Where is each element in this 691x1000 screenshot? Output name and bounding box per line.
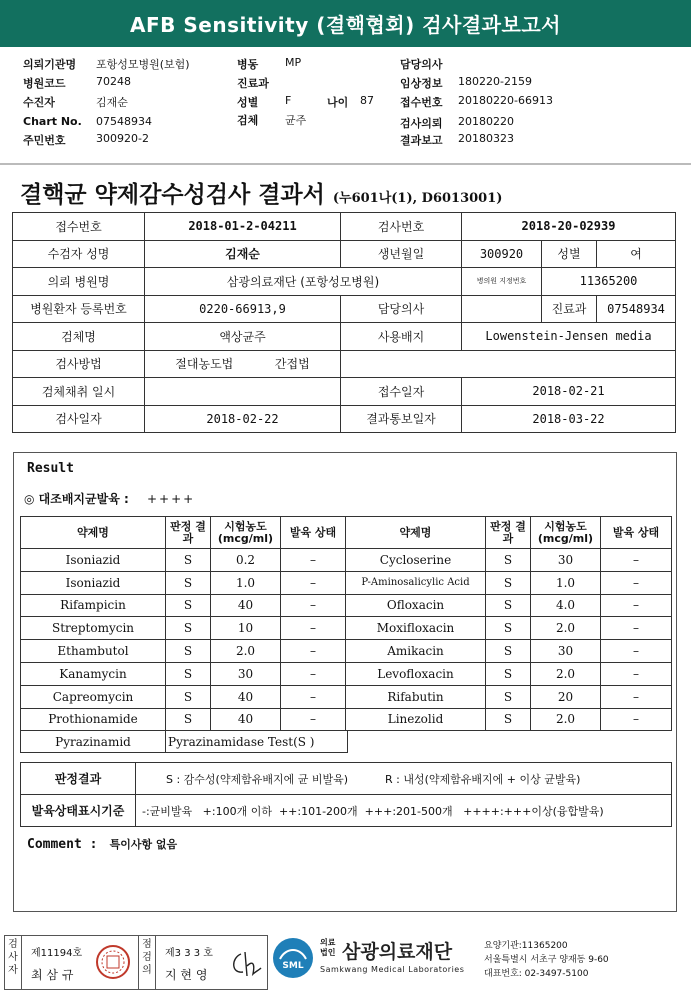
info-label: 수검자 성명 [13, 240, 145, 268]
hdr-value: 20180220 [458, 115, 514, 128]
comment-text: 특이사항 없음 [109, 838, 178, 851]
banner-title: AFB Sensitivity (결핵협회) 검사결과보고서 [130, 13, 561, 37]
judge-result: S [486, 571, 531, 594]
legend-sensitive: S : 감수성(약제함유배지에 균 비발육) [166, 772, 349, 786]
col-header: 약제명 [21, 517, 166, 549]
drug-name: Rifabutin [346, 685, 486, 708]
info-label: 검사번호 [341, 213, 462, 241]
info-label: 성별 [542, 240, 597, 268]
table-row [21, 571, 672, 594]
table-row [21, 685, 672, 708]
logo-text: SML [282, 961, 304, 971]
concentration: 20 [531, 685, 601, 708]
growth-status: – [281, 640, 346, 663]
hdr-label: 병동 [237, 58, 259, 71]
concentration: 40 [211, 685, 281, 708]
pza-result: Pyrazinamidase Test(S ) [166, 731, 348, 753]
growth-legend: -:균비발육 +:100개 이하 ++:101-200개 +++:201-500개 ++++:+++이상(융합발육) [136, 795, 672, 827]
receipt-number: 2018-01-2-04211 [145, 213, 341, 241]
table-row [21, 549, 672, 572]
method-2: 간접법 [274, 357, 310, 372]
concentration: 30 [531, 549, 601, 572]
header-divider [0, 163, 691, 165]
org-address-block [484, 939, 609, 981]
judge-result: S [486, 640, 531, 663]
info-label: 병의원 지정번호 [462, 268, 542, 296]
table-row [21, 594, 672, 617]
report-banner [0, 0, 691, 47]
col-header: 판정 결과 [166, 517, 211, 549]
control-value: ++++ [146, 492, 196, 506]
judge-result: S [486, 594, 531, 617]
hdr-label: 나이 [327, 96, 349, 109]
hdr-label: 병원코드 [23, 77, 66, 90]
comment [27, 836, 177, 852]
control-growth [24, 490, 195, 507]
checker-number: 제11194호 [31, 948, 83, 959]
header-info [0, 52, 691, 164]
growth-status: – [281, 617, 346, 640]
col-header: 판정 결과 [486, 517, 531, 549]
divider [21, 936, 22, 989]
comment-label: Comment : [27, 837, 98, 852]
notified-date: 2018-03-22 [462, 405, 676, 433]
concentration: 40 [211, 708, 281, 731]
result-title: Result [27, 461, 74, 476]
info-label: 검체채취 일시 [13, 378, 145, 406]
growth-status: – [281, 594, 346, 617]
col-header: 시험농도 (mcg/ml) [211, 517, 281, 549]
date-of-birth: 300920 [462, 240, 542, 268]
org-code: 요양기관:11365200 [484, 941, 568, 951]
drug-name: Kanamycin [21, 662, 166, 685]
hdr-label: 임상정보 [400, 77, 443, 90]
growth-status: – [281, 685, 346, 708]
table-row [21, 617, 672, 640]
org-address: 서울특별시 서초구 양재동 9-60 [484, 955, 609, 965]
hdr-label: 검사의뢰 [400, 117, 443, 130]
divider [155, 936, 156, 989]
info-label: 접수번호 [13, 213, 145, 241]
reviewer-label: 점 검 의 [142, 939, 152, 976]
seal-icon [95, 944, 131, 980]
divider [138, 936, 139, 989]
judge-result: S [486, 617, 531, 640]
org-prefix: 의료 법인 [320, 938, 336, 957]
growth-status: – [601, 617, 672, 640]
collect-value [145, 378, 341, 406]
growth-status: – [601, 640, 672, 663]
col-header: 발육 상태 [601, 517, 672, 549]
concentration: 2.0 [531, 662, 601, 685]
growth-status: – [281, 708, 346, 731]
medium-value: Lowenstein-Jensen media [462, 323, 676, 351]
drug-name: Isoniazid [21, 549, 166, 572]
test-number: 2018-20-02939 [462, 213, 676, 241]
hdr-label: 접수번호 [400, 96, 443, 109]
info-label: 담당의사 [341, 295, 462, 323]
judge-result: S [486, 549, 531, 572]
drug-name: Rifampicin [21, 594, 166, 617]
hdr-label: Chart No. [23, 115, 82, 128]
hdr-value: F [285, 94, 292, 107]
growth-status: – [281, 571, 346, 594]
growth-status: – [601, 685, 672, 708]
reviewer-number: 제3 3 3 호 [165, 948, 213, 959]
judge-result: S [166, 617, 211, 640]
org-name: 삼광의료재단 [342, 941, 453, 963]
judge-result: S [486, 685, 531, 708]
signature-icon [227, 948, 263, 980]
judge-result: S [166, 685, 211, 708]
concentration: 2.0 [531, 708, 601, 731]
hdr-value: 87 [360, 94, 374, 107]
patient-name: 김재순 [145, 240, 341, 268]
hdr-value: 70248 [96, 75, 131, 88]
drug-name: Moxifloxacin [346, 617, 486, 640]
concentration: 1.0 [531, 571, 601, 594]
judge-result: S [166, 640, 211, 663]
drug-name: P-Aminosalicylic Acid [346, 571, 486, 594]
table-row [21, 640, 672, 663]
department-value: 07548934 [597, 295, 676, 323]
pyrazinamide-table [20, 730, 348, 753]
info-label: 진료과 [542, 295, 597, 323]
hdr-value: 300920-2 [96, 132, 149, 145]
drug-name: Capreomycin [21, 685, 166, 708]
growth-status: – [601, 662, 672, 685]
hdr-value: 20180323 [458, 132, 514, 145]
concentration: 10 [211, 617, 281, 640]
patient-info-table [12, 212, 676, 433]
concentration: 30 [211, 662, 281, 685]
hdr-value: 김재순 [96, 96, 128, 109]
hdr-label: 의뢰기관명 [23, 58, 77, 71]
hdr-value: 균주 [285, 114, 307, 127]
method-1: 절대농도법 [175, 357, 234, 372]
designated-number: 11365200 [542, 268, 676, 296]
growth-status: – [601, 594, 672, 617]
info-label: 접수일자 [341, 378, 462, 406]
concentration: 1.0 [211, 571, 281, 594]
hdr-label: 진료과 [237, 77, 269, 90]
drug-name: Amikacin [346, 640, 486, 663]
drug-name: Streptomycin [21, 617, 166, 640]
info-label: 결과통보일자 [341, 405, 462, 433]
judge-result: S [166, 594, 211, 617]
drug-name: Prothionamide [21, 708, 166, 731]
concentration: 4.0 [531, 594, 601, 617]
judge-legend [136, 763, 672, 795]
hdr-label: 수진자 [23, 96, 55, 109]
report-title [20, 176, 502, 209]
growth-status: – [601, 708, 672, 731]
judge-result: S [486, 662, 531, 685]
info-label: 검사방법 [13, 350, 145, 378]
drug-name: Levofloxacin [346, 662, 486, 685]
info-label: 검체명 [13, 323, 145, 351]
growth-legend-label: 발육상태표시기준 [21, 795, 136, 827]
doctor-value [462, 295, 542, 323]
specimen-value: 액상균주 [145, 323, 341, 351]
info-label: 사용배지 [341, 323, 462, 351]
info-label: 검사일자 [13, 405, 145, 433]
drug-table [20, 516, 672, 731]
hdr-value: 180220-2159 [458, 75, 532, 88]
growth-status: – [281, 662, 346, 685]
drug-name: Ofloxacin [346, 594, 486, 617]
growth-status: – [281, 549, 346, 572]
hdr-value: MP [285, 56, 302, 69]
sml-logo-icon [272, 937, 314, 979]
concentration: 0.2 [211, 549, 281, 572]
judge-result: S [166, 549, 211, 572]
drug-name: Ethambutol [21, 640, 166, 663]
checker-name: 최 삼 규 [31, 968, 74, 982]
hdr-label: 담당의사 [400, 58, 443, 71]
judge-legend-label: 판정결과 [21, 763, 136, 795]
judge-result: S [166, 708, 211, 731]
judge-result: S [166, 571, 211, 594]
hdr-value: 포항성모병원(보험) [96, 58, 190, 71]
hdr-label: 검체 [237, 114, 259, 127]
pza-drug: Pyrazinamid [21, 731, 166, 753]
concentration: 2.0 [531, 617, 601, 640]
legend-table [20, 762, 672, 827]
lab-organization [272, 935, 687, 990]
checker-label: 검 사 자 [8, 939, 18, 976]
tested-date: 2018-02-22 [145, 405, 341, 433]
table-row [21, 708, 672, 731]
method-value [145, 350, 341, 378]
received-date: 2018-02-21 [462, 378, 676, 406]
report-title-text: 결핵균 약제감수성검사 결과서 [20, 181, 325, 208]
drug-name: Isoniazid [21, 571, 166, 594]
control-label: ◎ 대조배지균발육 : [24, 492, 129, 506]
info-label: 생년월일 [341, 240, 462, 268]
sex-value: 여 [597, 240, 676, 268]
org-name-en: Samkwang Medical Laboratories [320, 965, 465, 974]
drug-name: Cycloserine [346, 549, 486, 572]
legend-resistant: R : 내성(약제함유배지에 + 이상 균발육) [385, 772, 581, 786]
report-code: (누601나(1), D6013001) [332, 191, 503, 206]
method-blank [341, 350, 676, 378]
col-header: 발육 상태 [281, 517, 346, 549]
drug-name: Linezolid [346, 708, 486, 731]
hdr-value: 20180220-66913 [458, 94, 553, 107]
judge-result: S [486, 708, 531, 731]
concentration: 30 [531, 640, 601, 663]
table-row [21, 662, 672, 685]
hdr-value: 07548934 [96, 115, 152, 128]
info-label: 병원환자 등록번호 [13, 295, 145, 323]
hdr-label: 성별 [237, 96, 259, 109]
org-phone: 대표번호: 02-3497-5100 [484, 969, 589, 979]
hdr-label: 주민번호 [23, 134, 66, 147]
col-header: 약제명 [346, 517, 486, 549]
hdr-label: 결과보고 [400, 134, 443, 147]
concentration: 40 [211, 594, 281, 617]
col-header: 시험농도 (mcg/ml) [531, 517, 601, 549]
signature-box [4, 935, 268, 990]
reviewer-name: 지 현 영 [165, 968, 208, 982]
concentration: 2.0 [211, 640, 281, 663]
judge-result: S [166, 662, 211, 685]
hospital-name: 삼광의료재단 (포항성모병원) [145, 268, 462, 296]
info-label: 의뢰 병원명 [13, 268, 145, 296]
registration-number: 0220-66913,9 [145, 295, 341, 323]
growth-status: – [601, 549, 672, 572]
growth-status: – [601, 571, 672, 594]
